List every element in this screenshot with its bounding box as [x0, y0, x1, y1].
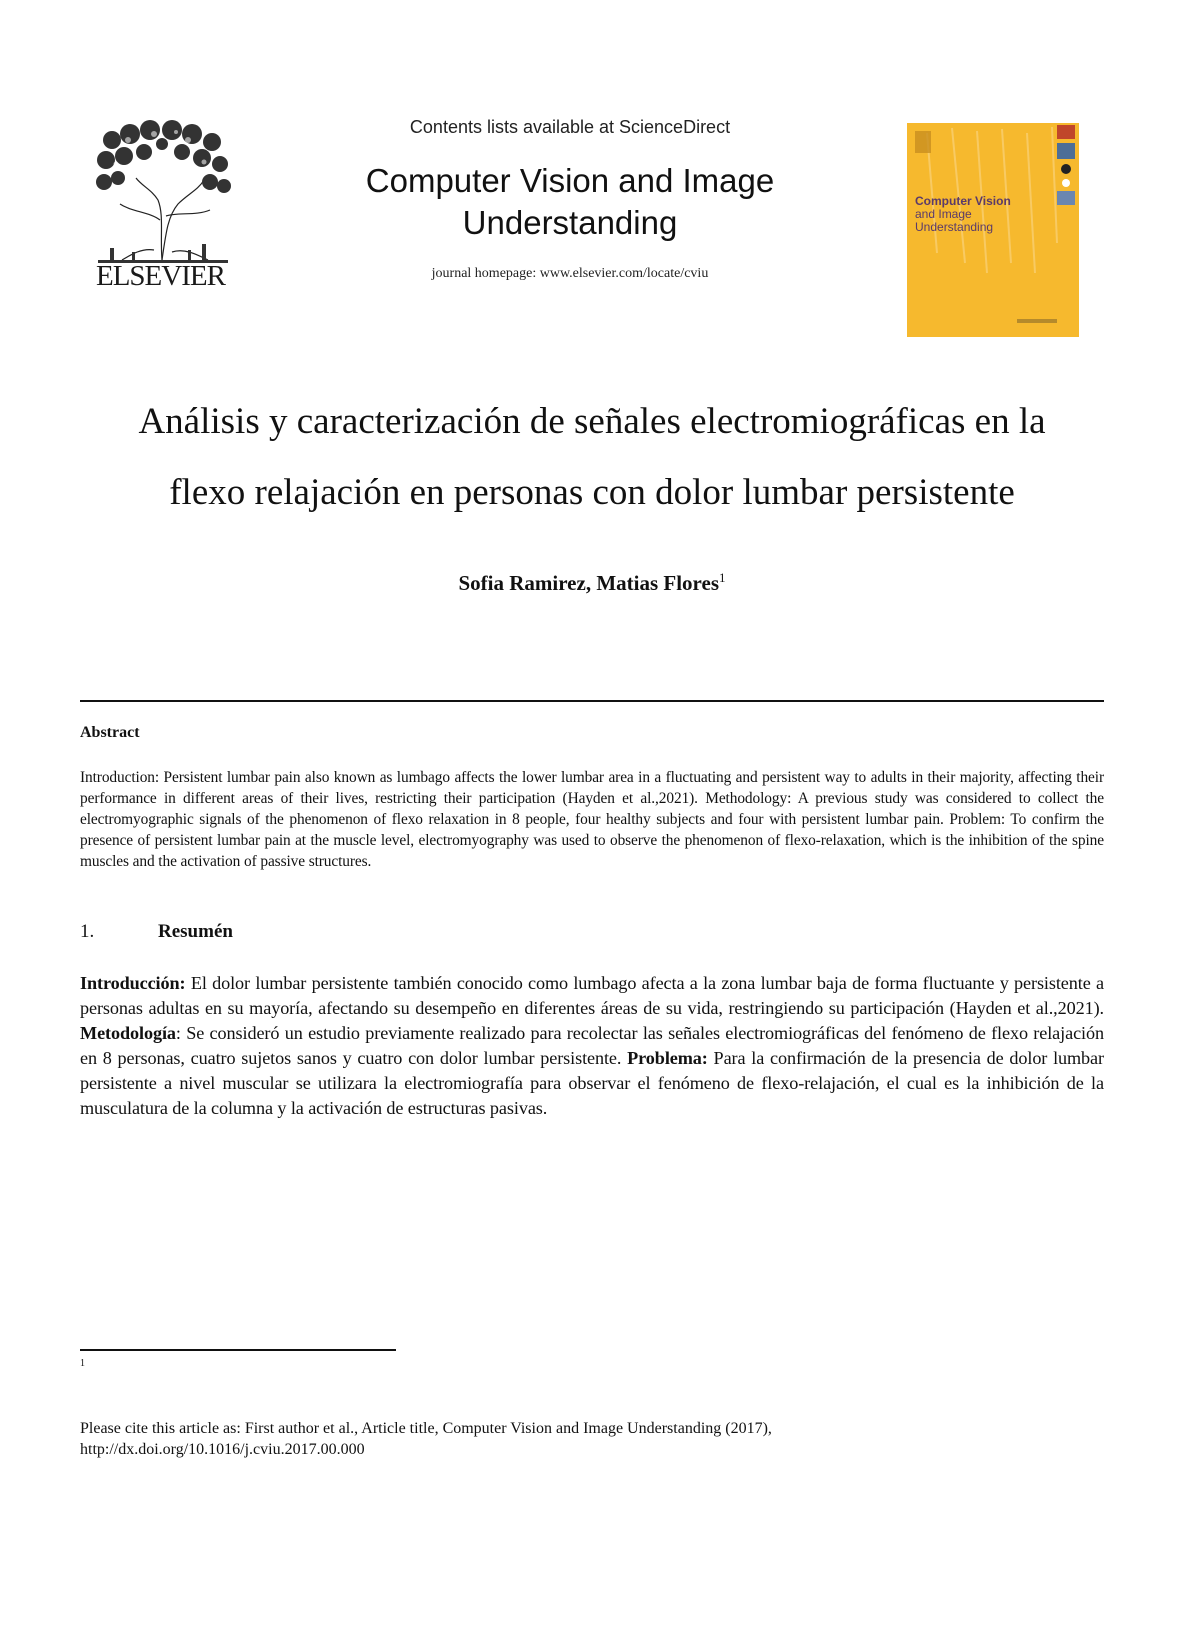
citation-line-1: Please cite this article as: First author et al., Article title, Computer Vision and Image Understanding (2017),: [80, 1420, 772, 1437]
intro-text: El dolor lumbar persistente también conocido como lumbago afecta a la zona lumbar baja de forma fluctuante y persistente a personas adultas en su mayoría, afectando su desempeño en diferentes áreas de su vida, restringiendo su participación (Hayden et al.,2021).: [80, 973, 1104, 1018]
author-footnote-mark: 1: [719, 570, 726, 585]
intro-label: Introducción:: [80, 973, 186, 993]
citation-note: [80, 1418, 1080, 1460]
cover-title-line-1: Computer Vision: [915, 194, 1011, 208]
section-number: 1.: [80, 921, 95, 942]
section-title: Resumén: [158, 921, 233, 942]
journal-homepage-line: journal homepage: www.elsevier.com/locate/cviu: [431, 266, 709, 281]
footnote-mark: 1: [80, 1358, 85, 1369]
authors-text: Sofia Ramirez, Matias Flores: [458, 571, 719, 595]
cover-title-line-2: and Image: [915, 207, 972, 221]
cover-title: [915, 195, 1075, 234]
abstract-body: Introduction: Persistent lumbar pain also known as lumbago affects the lower lumbar area in a fluctuating and persistent way to adults in their majority, affecting their performance in different areas of their lives, restricting their participation (Hayden et al.,2021). Methodology: A previous study was considered to collect the electromyographic signals of the phenomenon of flexo relaxation in 8 people, four healthy subjects and four with persistent lumbar pain. Problem: To confirm the presence of persistent lumbar pain at the muscle level, electromyography was used to observe the phenomenon of flexo-relaxation, which is the inhibition of the spine muscles and the activation of passive structures.: [80, 769, 1104, 870]
journal-name-line-1: Computer Vision and Image: [365, 162, 775, 199]
method-text: : Se consideró un estudio previamente realizado para recolectar las señales electromiográficas del fenómeno de flexo relajación en 8 personas, cuatro sujetos sanos y cuatro con dolor lumbar persistente.: [80, 1023, 1104, 1068]
problem-label: Problema:: [627, 1048, 708, 1068]
problem-text: Para la confirmación de la presencia de dolor lumbar persistente a nivel muscular se utilizara la electromiografía para observar el fenómeno de flexo-relajación, el cual es la inhibición de la musculatura de la columna y la activación de estructuras pasivas.: [80, 1048, 1104, 1118]
method-label: Metodología: [80, 1023, 176, 1043]
paper-title-line-1: Análisis y caracterización de señales electromiográficas en la: [138, 401, 1046, 442]
journal-name-line-2: Understanding: [462, 204, 678, 241]
journal-header: [300, 117, 840, 282]
abstract-heading: Abstract: [80, 724, 140, 741]
paper-title: [80, 386, 1104, 528]
journal-name: [300, 160, 840, 244]
author-list: [80, 570, 1104, 596]
journal-cover-image: [907, 123, 1079, 337]
cover-title-line-3: Understanding: [915, 220, 994, 234]
citation-doi-link[interactable]: http://dx.doi.org/10.1016/j.cviu.2017.00.000: [80, 1441, 365, 1458]
paper-title-line-2: flexo relajación en personas con dolor lumbar persistente: [169, 472, 1015, 513]
header-divider: [80, 700, 1104, 702]
sciencedirect-line: Contents lists available at ScienceDirect: [409, 117, 731, 137]
elsevier-wordmark: ELSEVIER: [96, 260, 225, 292]
footnote-divider: [80, 1349, 396, 1351]
section-body-paragraph: [80, 971, 1104, 1121]
